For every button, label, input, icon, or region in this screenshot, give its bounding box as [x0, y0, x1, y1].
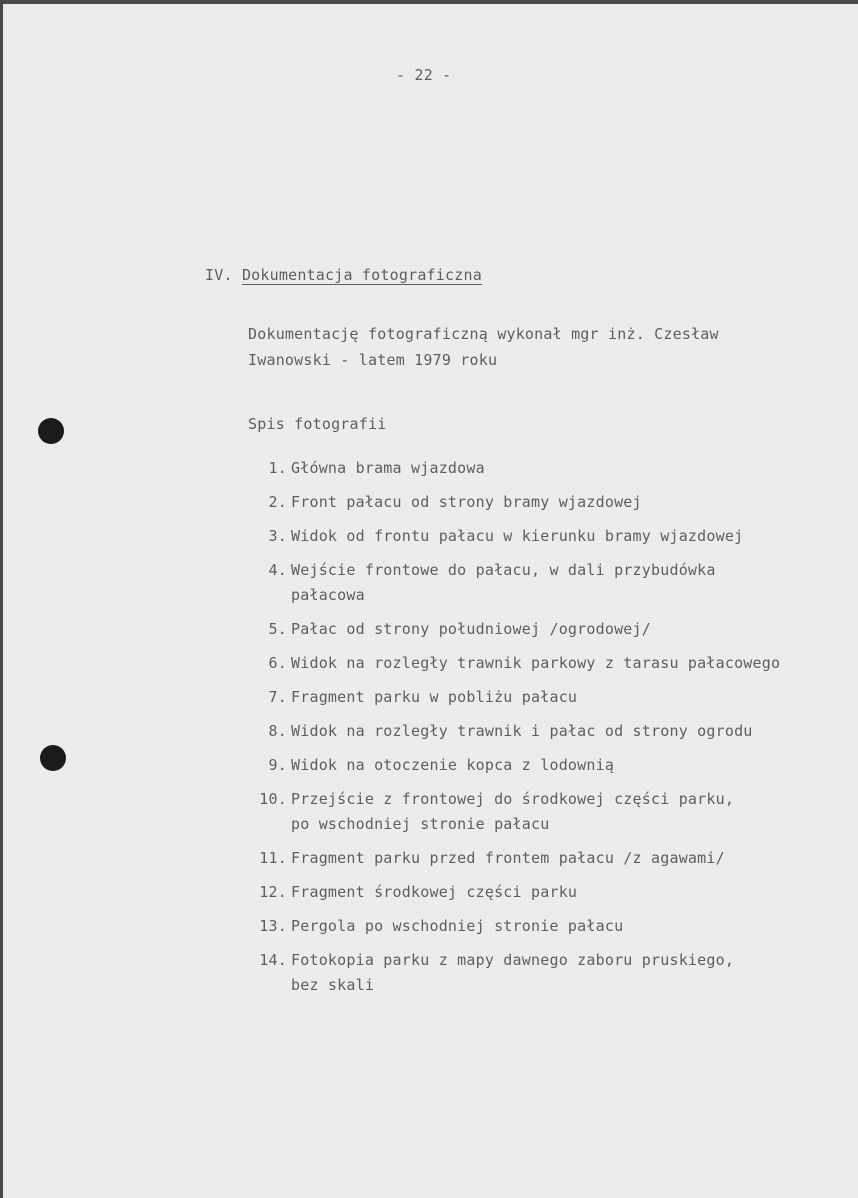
- list-item-number: 8.: [268, 722, 287, 740]
- list-item-number: 13.: [259, 917, 287, 935]
- photo-list: [239, 456, 780, 1007]
- list-item-text: Wejście frontowe do pałacu, w dali przybudówka: [291, 561, 716, 579]
- list-item-number: 4.: [268, 561, 287, 579]
- list-item-text: Fragment środkowej części parku: [291, 883, 578, 901]
- list-item-text: bez skali: [291, 976, 375, 994]
- page-number: - 22 -: [396, 66, 452, 84]
- punch-hole: [40, 745, 66, 771]
- list-item-text: Widok na rozległy trawnik parkowy z tarasu pałacowego: [291, 654, 781, 672]
- list-item: [239, 651, 780, 676]
- list-item-number: 2.: [268, 493, 287, 511]
- list-item-text: Fotokopia parku z mapy dawnego zaboru pruskiego,: [291, 951, 735, 969]
- list-item: [239, 880, 780, 905]
- list-item-text: Pałac od strony południowej /ogrodowej/: [291, 620, 651, 638]
- list-item-number: 3.: [268, 527, 287, 545]
- list-item-text: Widok na otoczenie kopca z lodownią: [291, 756, 615, 774]
- list-item: [239, 617, 780, 642]
- list-item: [239, 490, 780, 515]
- section-heading: [205, 266, 482, 284]
- list-item-number: 14.: [259, 951, 287, 969]
- list-item: [239, 719, 780, 744]
- list-item-text: Przejście z frontowej do środkowej części parku,: [291, 790, 735, 808]
- list-item-text: Fragment parku przed frontem pałacu /z agawami/: [291, 849, 725, 867]
- list-item: [239, 685, 780, 710]
- list-item: [239, 948, 780, 998]
- intro-paragraph: [248, 321, 719, 373]
- list-item-text: Widok od frontu pałacu w kierunku bramy wjazdowej: [291, 527, 744, 545]
- intro-line: Iwanowski - latem 1979 roku: [248, 351, 498, 369]
- list-item-text: Pergola po wschodniej stronie pałacu: [291, 917, 624, 935]
- punch-hole: [38, 418, 64, 444]
- list-item: [239, 787, 780, 837]
- list-item-number: 9.: [268, 756, 287, 774]
- list-item-number: 12.: [259, 883, 287, 901]
- list-item-text: Główna brama wjazdowa: [291, 459, 485, 477]
- section-title: Dokumentacja fotograficzna: [241, 266, 482, 284]
- intro-line: Dokumentację fotograficzną wykonał mgr inż. Czesław: [248, 325, 719, 343]
- list-item-text: po wschodniej stronie pałacu: [291, 815, 550, 833]
- list-item-number: 1.: [268, 459, 287, 477]
- list-item-text: Widok na rozległy trawnik i pałac od strony ogrodu: [291, 722, 753, 740]
- list-item: [239, 558, 780, 608]
- list-item-text: Fragment parku w pobliżu pałacu: [291, 688, 578, 706]
- list-item-number: 10.: [259, 790, 287, 808]
- list-item: [239, 456, 780, 481]
- list-item: [239, 524, 780, 549]
- list-item-text: pałacowa: [291, 586, 365, 604]
- list-item: [239, 846, 780, 871]
- list-item: [239, 753, 780, 778]
- list-item-number: 5.: [268, 620, 287, 638]
- document-page: [3, 4, 858, 1198]
- list-item-number: 7.: [268, 688, 287, 706]
- list-item-text: Front pałacu od strony bramy wjazdowej: [291, 493, 642, 511]
- list-item-number: 6.: [268, 654, 287, 672]
- list-item: [239, 914, 780, 939]
- list-title: Spis fotografii: [248, 415, 387, 433]
- list-item-number: 11.: [259, 849, 287, 867]
- section-number: IV.: [205, 266, 233, 284]
